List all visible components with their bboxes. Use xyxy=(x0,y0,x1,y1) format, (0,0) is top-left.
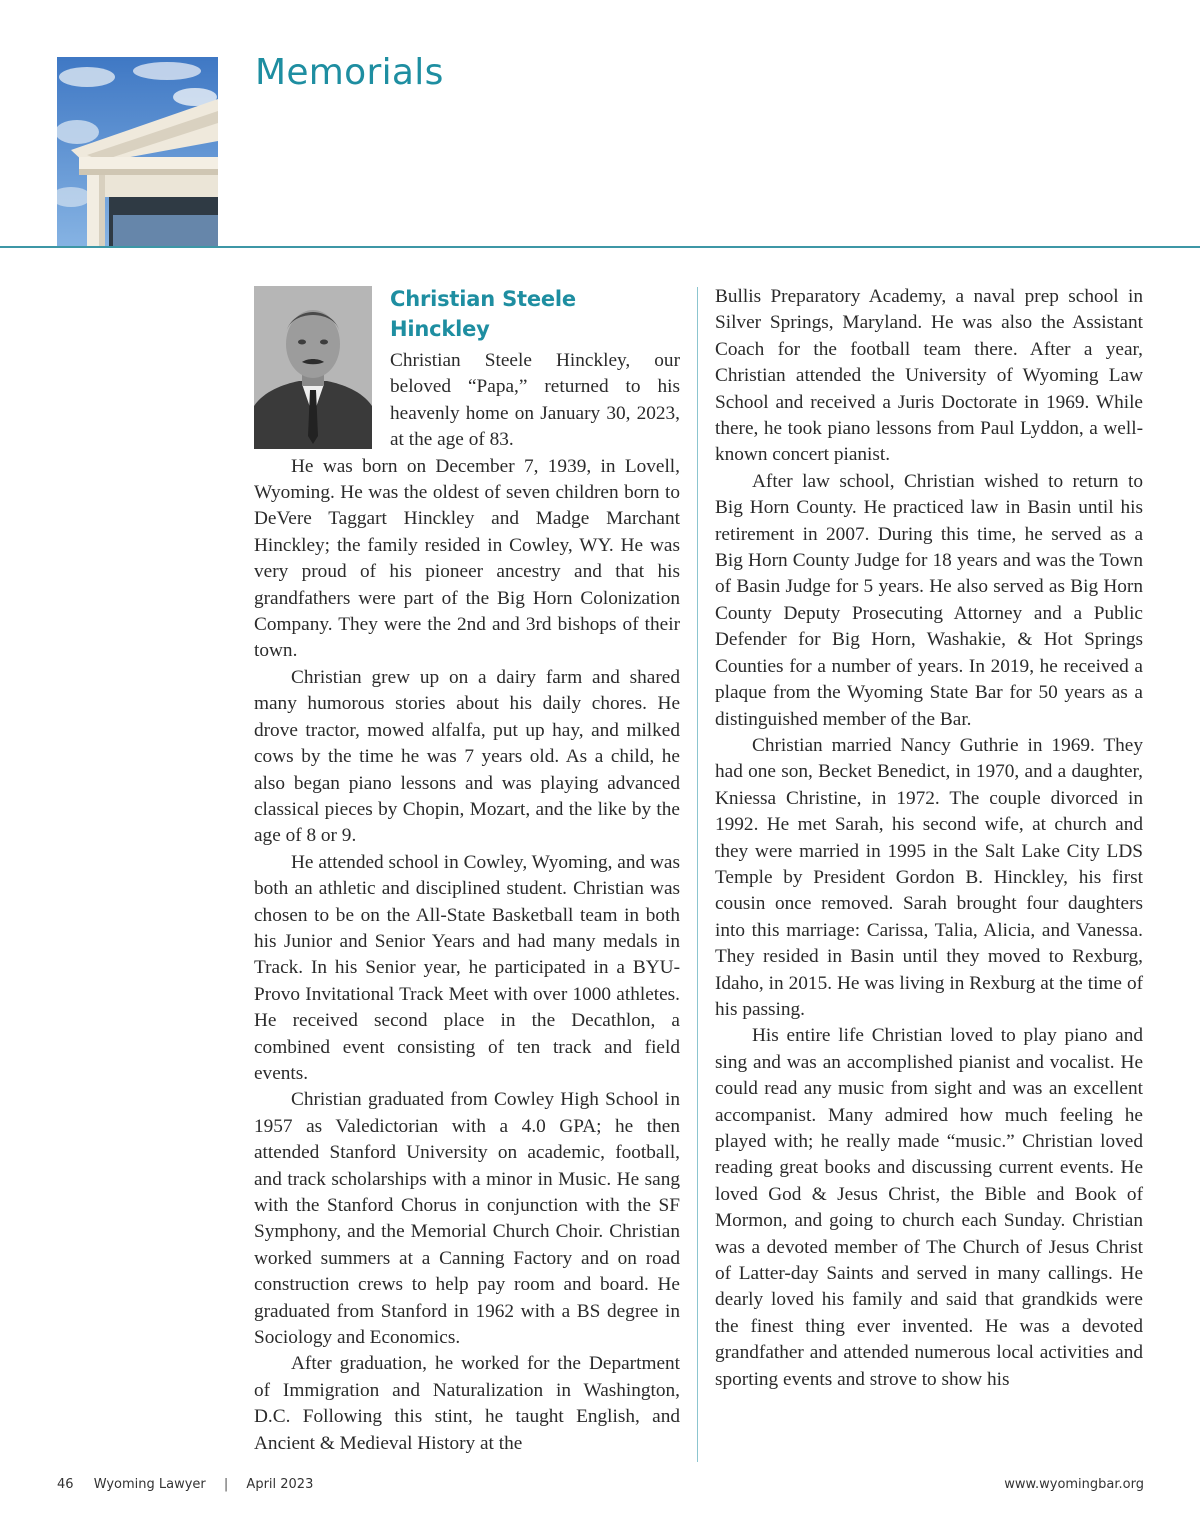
paragraph: He was born on December 7, 1939, in Lovell, Wyoming. He was the oldest of seven children born to DeVere Taggart Hinckley and Madge Marchant Hinckley; the family resided in Cowley, WY. He was very proud of his pioneer ancestry and that his grandfathers were part of the Big Horn Colonization Company. They were the 2nd and 3rd bishops of their town. xyxy=(254,455,680,662)
article-column-right xyxy=(715,284,1143,1393)
page-number: 46 xyxy=(57,1477,74,1492)
paragraph: Christian married Nancy Guthrie in 1969. They had one son, Becket Benedict, in 1970, and a daughter, Kniessa Christine, in 1972. The couple divorced in 1992. He met Sarah, his second wife, at church and they were married in 1995 in the Salt Lake City LDS Temple by President Gordon B. Hinckley, his first cousin once removed. Sarah brought four daughters into this marriage: Carissa, Talia, Alicia, and Vanessa. They resided in Basin until they moved to Rexburg, Idaho, in 2015. He was living in Rexburg at the time of his passing. xyxy=(715,734,1143,1020)
paragraph: He attended school in Cowley, Wyoming, and was both an athletic and disciplined student. Christian was chosen to be on the All-State Basketball team in both his Junior and Senior Years and had many medals in Track. In his Senior year, he participated in a BYU-Provo Invitational Track Meet with over 1000 athletes. He received second place in the Decathlon, a combined event consisting of ten track and field events. xyxy=(254,851,680,1084)
article-heading: Christian Steele Hinckley xyxy=(390,287,576,341)
paragraph: Bullis Preparatory Academy, a naval prep school in Silver Springs, Maryland. He was also the Assistant Coach for the football team there. After a year, Christian attended the University of Wyoming Law School and received a Juris Doctorate in 1969. While there, he took piano lessons from Paul Lyddon, a well-known concert pianist. xyxy=(715,286,1143,466)
paragraph: Christian graduated from Cowley High School in 1957 as Valedictorian with a 4.0 GPA; he then attended Stanford University on academic, football, and track scholarships with a minor in Music. He sang with the Stanford Chorus in conjunction with the SF Symphony, and the Memorial Church Choir. Christian worked summers at a Canning Factory and on road construction crews to help pay room and board. He graduated from Stanford in 1962 with a BS degree in Sociology and Economics. xyxy=(254,1089,680,1349)
paragraph: His entire life Christian loved to play piano and sing and was an accomplished pianist and vocalist. He could read any music from sight and was an excellent accompanist. Many admired how much feeling he played with; he really made “music.” Christian loved reading great books and discussing current events. He loved God & Jesus Christ, the Bible and Book of Mormon, and going to church each Sunday. Christian was a devoted member of The Church of Jesus Christ of Latter-day Saints and served in many callings. He dearly loved his family and said that grandkids were the finest thing ever invented. He was a devoted grandfather and attended numerous local activities and sporting events and strove to show his xyxy=(715,1025,1143,1390)
footer-left xyxy=(57,1477,313,1497)
issue-date: April 2023 xyxy=(246,1477,314,1492)
paragraph: After graduation, he worked for the Department of Immigration and Naturalization in Washington, D.C. Following this stint, he taught English, and Ancient & Medieval History at the xyxy=(254,1353,680,1454)
paragraph: Christian grew up on a dairy farm and shared many humorous stories about his daily chores. He drove tractor, mowed alfalfa, put up hay, and milked cows by the time he was 7 years old. As a child, he also began piano lessons and was playing advanced classical pieces by Chopin, Mozart, and the like by the age of 8 or 9. xyxy=(254,666,680,847)
section-title: Memorials xyxy=(255,52,444,93)
article-column-left xyxy=(254,284,680,1457)
header-divider xyxy=(0,246,1200,248)
paragraph: After law school, Christian wished to return to Big Horn County. He practiced law in Basin until his retirement in 2007. During this time, he served as a Big Horn County Judge for 18 years and was the Town of Basin Judge for 5 years. He also served as Big Horn County Deputy Prosecuting Attorney and a Public Defender for Big Horn, Washakie, & Hot Springs Counties for a number of years. In 2019, he received a plaque from the Wyoming State Bar for 50 years as a distinguished member of the Bar. xyxy=(715,470,1143,730)
portrait-photo xyxy=(254,286,372,449)
column-divider xyxy=(697,287,698,1462)
publication-name: Wyoming Lawyer xyxy=(93,1477,206,1492)
portrait-photo-icon xyxy=(254,286,372,449)
building-pediment-sky-photo xyxy=(57,57,218,247)
website-url[interactable]: www.wyomingbar.org xyxy=(1004,1477,1144,1492)
paragraph: Christian Steele Hinckley, our beloved “Papa,” returned to his heavenly home on January 30, 2023, at the age of 83. xyxy=(390,350,680,451)
footer-separator: | xyxy=(223,1477,229,1492)
header-photo xyxy=(57,57,218,247)
